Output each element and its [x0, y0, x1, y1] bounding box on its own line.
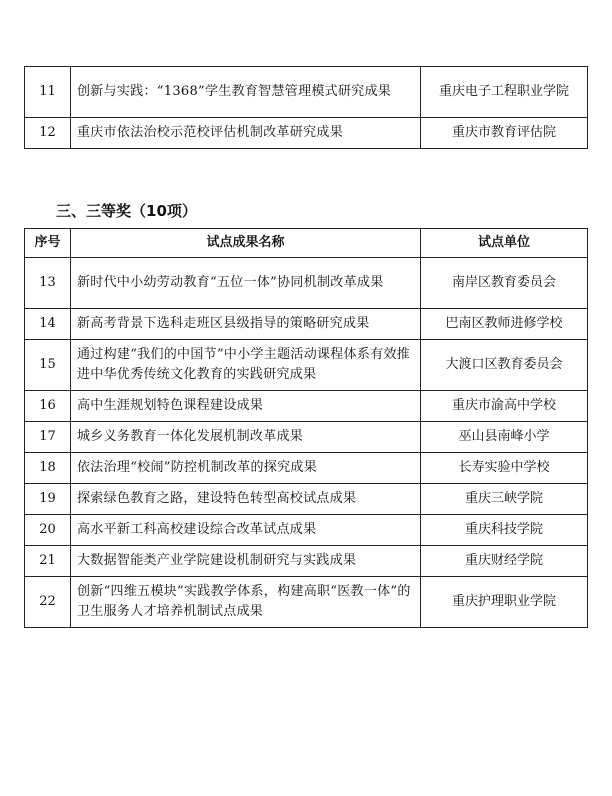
row-number: 18: [25, 453, 71, 484]
result-name: 创新“四维五模块”实践教学体系，构建高职“医教一体”的卫生服务人才培养机制试点成果: [71, 577, 421, 628]
table-row: [25, 546, 588, 577]
table-row: [25, 258, 588, 309]
result-name: 依法治理“校闹”防控机制改革的探究成果: [71, 453, 421, 484]
pilot-unit: 重庆市教育评估院: [421, 118, 588, 149]
result-name: 新高考背景下选科走班区县级指导的策略研究成果: [71, 309, 421, 340]
table-row: [25, 422, 588, 453]
pilot-unit: 重庆护理职业学院: [421, 577, 588, 628]
awards-table-continued: [24, 66, 588, 149]
table-row: [25, 453, 588, 484]
table-row: [25, 484, 588, 515]
pilot-unit: 重庆财经学院: [421, 546, 588, 577]
section-heading-third-prize: 三、三等奖（10项）: [56, 202, 197, 220]
table-row: [25, 515, 588, 546]
result-name: 大数据智能类产业学院建设机制研究与实践成果: [71, 546, 421, 577]
header-pilot-unit: 试点单位: [421, 229, 588, 258]
table-row: [25, 391, 588, 422]
result-name: 重庆市依法治校示范校评估机制改革研究成果: [71, 118, 421, 149]
pilot-unit: 重庆科技学院: [421, 515, 588, 546]
table-row: [25, 340, 588, 391]
result-name: 高中生涯规划特色课程建设成果: [71, 391, 421, 422]
pilot-unit: 重庆电子工程职业学院: [421, 67, 588, 118]
pilot-unit: 重庆三峡学院: [421, 484, 588, 515]
pilot-unit: 长寿实验中学校: [421, 453, 588, 484]
row-number: 19: [25, 484, 71, 515]
row-number: 20: [25, 515, 71, 546]
result-name: 高水平新工科高校建设综合改革试点成果: [71, 515, 421, 546]
table-row: [25, 577, 588, 628]
pilot-unit: 大渡口区教育委员会: [421, 340, 588, 391]
row-number: 15: [25, 340, 71, 391]
result-name: 创新与实践：“1368”学生教育智慧管理模式研究成果: [71, 67, 421, 118]
row-number: 13: [25, 258, 71, 309]
pilot-unit: 巴南区教师进修学校: [421, 309, 588, 340]
pilot-unit: 重庆市渝高中学校: [421, 391, 588, 422]
table-row: [25, 67, 588, 118]
row-number: 16: [25, 391, 71, 422]
third-prize-table: [24, 228, 588, 628]
pilot-unit: 巫山县南峰小学: [421, 422, 588, 453]
table-header-row: [25, 229, 588, 258]
header-result-name: 试点成果名称: [71, 229, 421, 258]
row-number: 17: [25, 422, 71, 453]
result-name: 新时代中小幼劳动教育“五位一体”协同机制改革成果: [71, 258, 421, 309]
result-name: 探索绿色教育之路，建设特色转型高校试点成果: [71, 484, 421, 515]
header-number: 序号: [25, 229, 71, 258]
row-number: 14: [25, 309, 71, 340]
table-row: [25, 118, 588, 149]
result-name: 通过构建“我们的中国节”中小学主题活动课程体系有效推进中华优秀传统文化教育的实践研究成果: [71, 340, 421, 391]
table-row: [25, 309, 588, 340]
row-number: 12: [25, 118, 71, 149]
row-number: 21: [25, 546, 71, 577]
row-number: 22: [25, 577, 71, 628]
row-number: 11: [25, 67, 71, 118]
pilot-unit: 南岸区教育委员会: [421, 258, 588, 309]
result-name: 城乡义务教育一体化发展机制改革成果: [71, 422, 421, 453]
